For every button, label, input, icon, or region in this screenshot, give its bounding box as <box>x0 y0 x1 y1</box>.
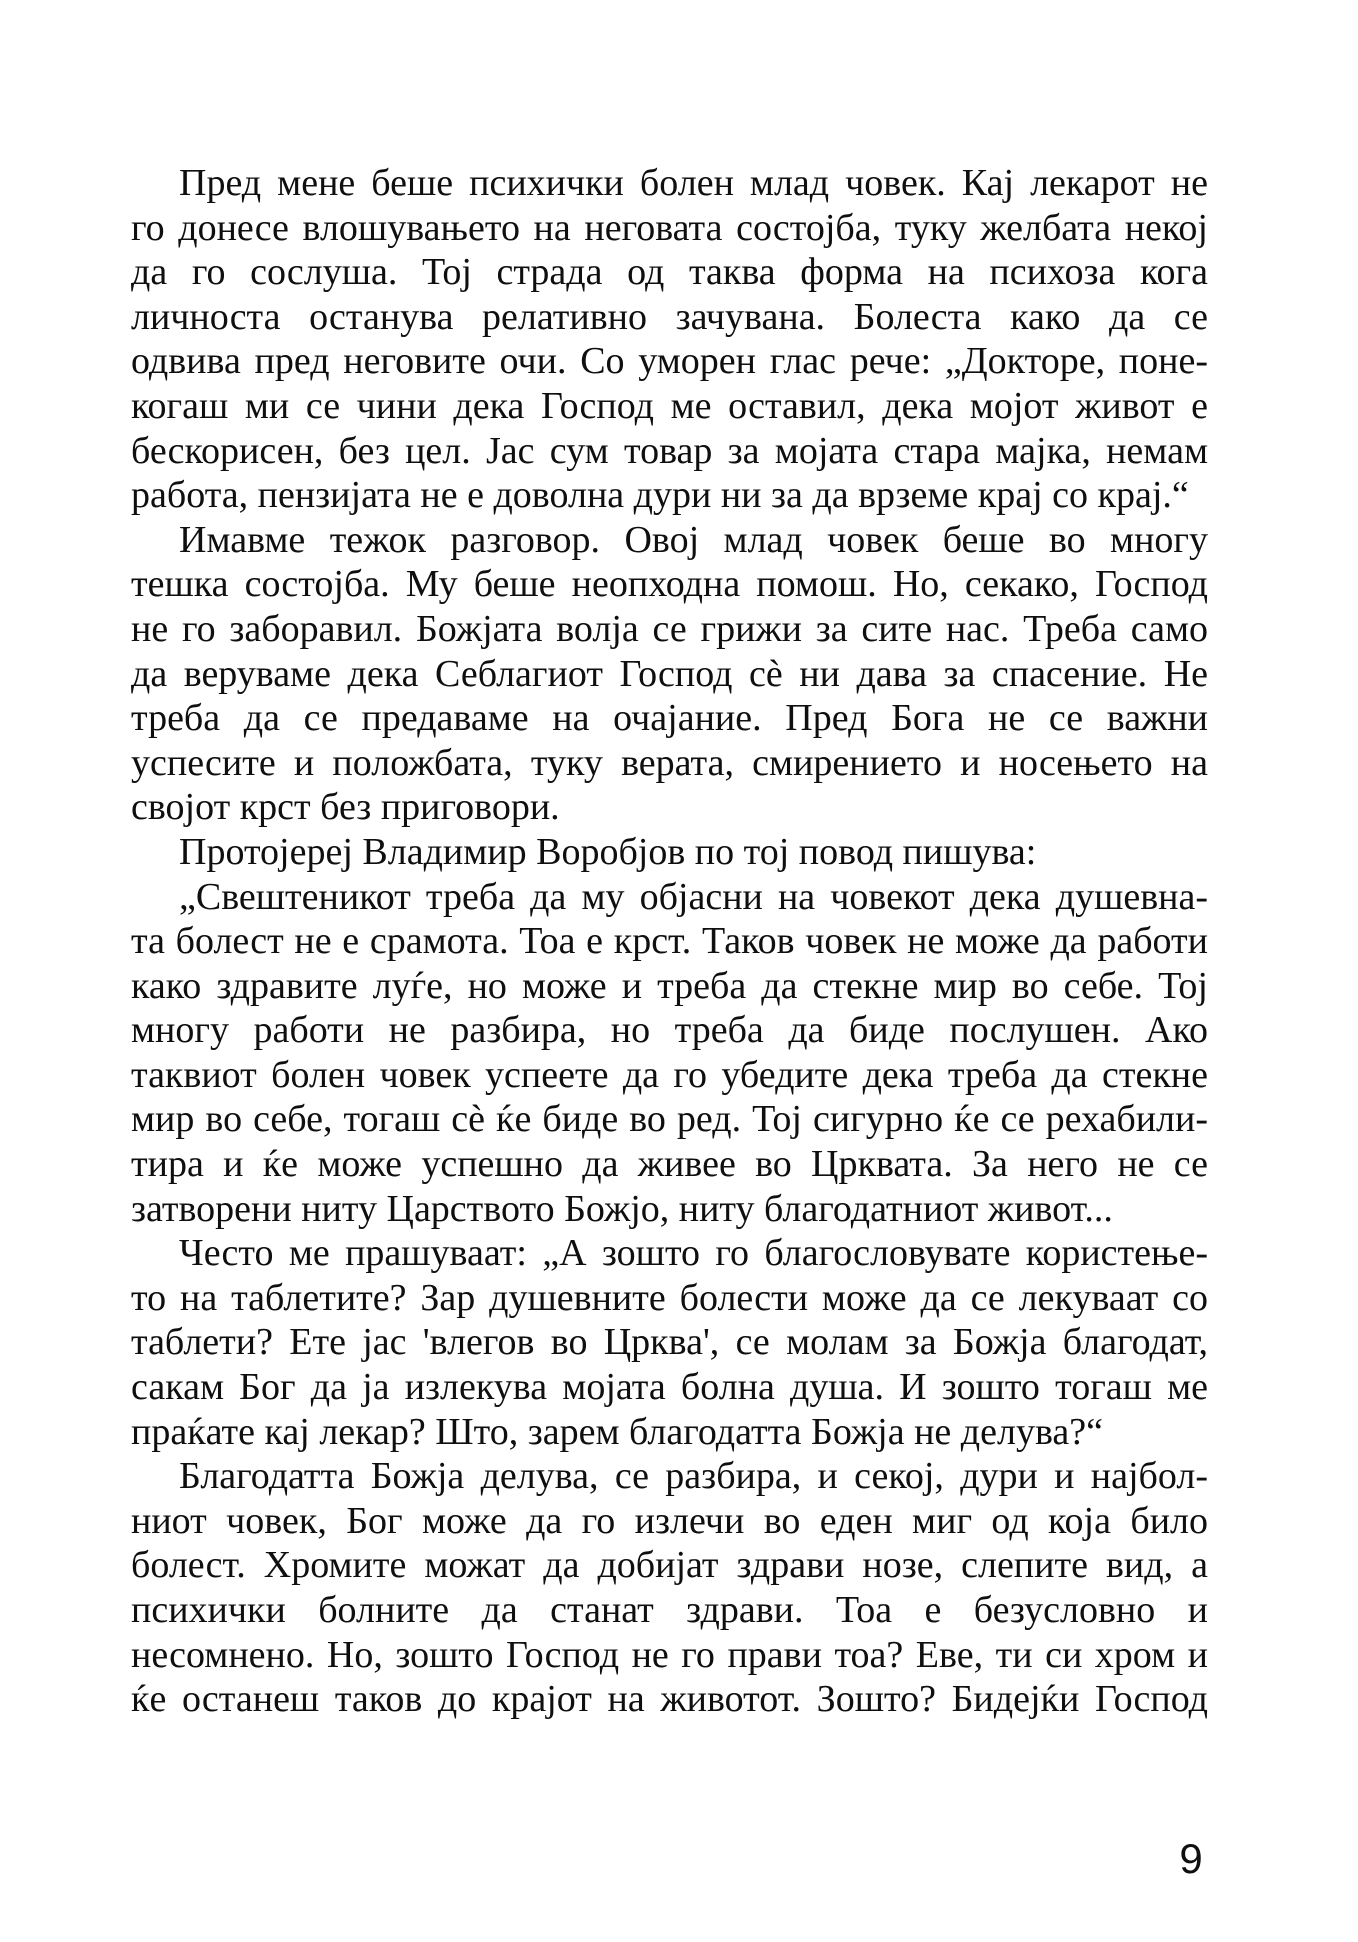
text-line: Често ме прашуваат: „А зошто го благословувате користење- <box>179 1232 1208 1275</box>
text-line: праќате кај лекар? Што, зарем благодатта Божја не делува?“ <box>131 1410 1103 1453</box>
text-line: та болест не е срамота. Тоа е крст. Таков човек не може да работи <box>131 920 1208 963</box>
text-line: затворени ниту Царството Божјо, ниту благодатниот живот... <box>131 1187 1113 1230</box>
text-line: когаш ми се чини дека Господ ме оставил, дека мојот живот е <box>131 384 1208 427</box>
text-line: болест. Хромите можат да добијат здрави нозе, слепите вид, а <box>131 1544 1208 1587</box>
text-line: психички болните да станат здрави. Тоа е безусловно и <box>131 1589 1208 1631</box>
paragraph <box>131 830 1208 875</box>
text-line: Имавме тежок разговор. Овој млад човек беше во многу <box>179 518 1208 561</box>
text-line: то на таблетите? Зар душевните болести може да се лекуваат со <box>131 1276 1208 1319</box>
text-line: личноста останува релативно зачувана. Болеста како да се <box>131 295 1208 338</box>
page-number: 9 <box>1179 1835 1203 1882</box>
text-line: ниот човек, Бог може да го излечи во еден миг од која било <box>131 1499 1208 1542</box>
text-line: работа, пензијата не е доволна дури ни за да врземе крај со крај.“ <box>131 474 1189 517</box>
text-line: таквиот болен човек успеете да го убедите дека треба да стекне <box>131 1053 1208 1096</box>
paragraph <box>131 518 1208 830</box>
text-line: да веруваме дека Себлагиот Господ сѐ ни дава за спасение. Не <box>131 652 1208 695</box>
text-line: успесите и положбата, туку верата, смирението и носењето на <box>131 741 1208 784</box>
paragraph <box>131 1454 1208 1722</box>
text-line: таблети? Ете јас 'влегов во Црква', се молам за Божја благодат, <box>131 1321 1208 1364</box>
text-line: многу работи не разбира, но треба да биде послушен. Ако <box>131 1009 1208 1052</box>
text-line: Пред мене беше психички болен млад човек. Кај лекарот не <box>179 162 1208 204</box>
text-block <box>131 161 1208 1722</box>
text-line: „Свештеникот треба да му објасни на човекот дека душевна- <box>179 875 1208 918</box>
paragraph <box>131 1231 1208 1454</box>
text-line: одвива пред неговите очи. Со уморен глас рече: „Докторе, поне- <box>131 340 1208 383</box>
text-line: сакам Бог да ја излекува мојата болна душа. И зошто тогаш ме <box>131 1366 1208 1409</box>
text-line: мир во себе, тогаш сѐ ќе биде во ред. Тој сигурно ќе се рехабили- <box>131 1098 1208 1141</box>
text-line: тира и ќе може успешно да живее во Црквата. За него не се <box>131 1143 1208 1186</box>
text-line: несомнено. Но, зошто Господ не го прави тоа? Еве, ти си хром и <box>131 1633 1208 1676</box>
text-line: Протојереј Владимир Воробјов по тој повод пишува: <box>179 830 1037 873</box>
text-line: го донесе влошувањето на неговата состојба, туку желбата некој <box>131 206 1208 249</box>
text-line: да го сослуша. Тој страда од таква форма на психоза кога <box>131 251 1208 294</box>
text-line: својот крст без приговори. <box>131 786 560 829</box>
text-line: тешка состојба. Му беше неопходна помош. Но, секако, Господ <box>131 563 1208 606</box>
text-line: треба да се предаваме на очајание. Пред Бога не се важни <box>131 697 1208 740</box>
text-line: како здравите луѓе, но може и треба да стекне мир во себе. Тој <box>131 964 1208 1007</box>
paragraph <box>131 161 1208 518</box>
text-line: не го заборавил. Божјата волја се грижи за сите нас. Треба само <box>131 607 1208 650</box>
paragraph <box>131 875 1208 1232</box>
text-line: Благодатта Божја делува, се разбира, и секој, дури и најбол- <box>179 1455 1208 1498</box>
text-line: бескорисен, без цел. Јас сум товар за мојата стара мајка, немам <box>131 429 1208 472</box>
text-line: ќе останеш таков до крајот на животот. Зошто? Бидејќи Господ <box>131 1678 1208 1721</box>
